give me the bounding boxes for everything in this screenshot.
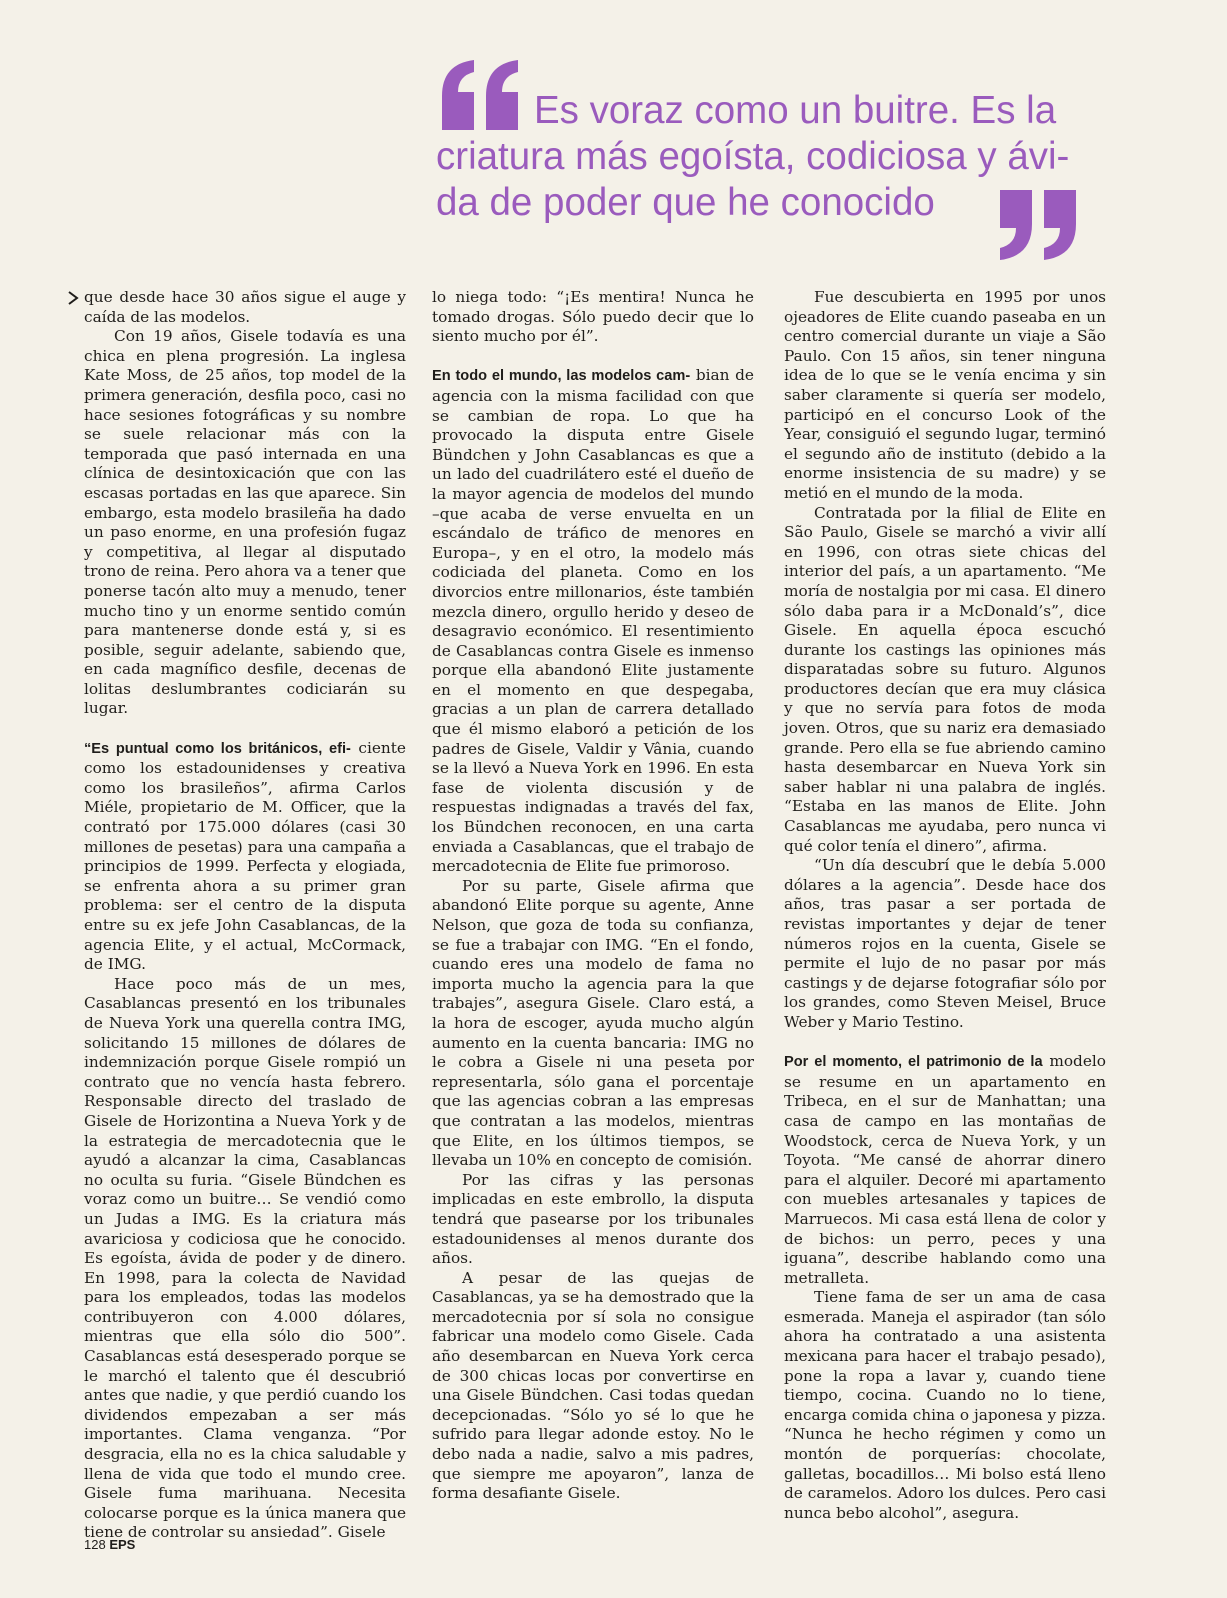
pull-quote — [436, 58, 1126, 268]
pull-quote-line-1: Es voraz como un buitre. Es la — [534, 89, 1057, 132]
opening-quote-mark-icon — [436, 58, 526, 132]
paragraph: Hace poco más de un mes, Casablancas presentó en los tribunales de Nueva York una querella contra IMG, solicitando 15 millones de dólares de indemnización porque Gisele rompió un contrato que no vencía hasta febrero. Responsable directo del traslado de Gisele de Horizontina a Nueva York y de la estrategia de mercadotecnia que le ayudó a alcanzar la cima, Casablancas no oculta su furia. “Gisele Bündchen es voraz como un buitre… Se vendió como un Judas a IMG. Es la criatura más avariciosa y codiciosa que he conocido. Es egoísta, ávida de poder y de dinero. En 1998, para la colecta de Navidad para los empleados, todas las modelos contribuyeron con 4.000 dólares, mientras que ella sólo dio 500”. Casablancas está desesperado porque se le marchó el talento que él descubrió antes que nadie, y que perdió cuando los dividendos empezaban a ser más importantes. Clama venganza. “Por desgracia, ella no es la chica saludable y llena de vida que todo el mundo cree. Gisele fuma marihuana. Necesita colocarse porque es la única manera que tiene de controlar su ansiedad”. Gisele — [84, 974, 406, 1542]
paragraph: Fue descubierta en 1995 por unos ojeadores de Elite cuando paseaba en un centro comercial durante un viaje a São Paulo. Con 15 años, sin tener ninguna idea de lo que se le venía encima y sin saber claramente si quería ser modelo, participó en el concurso Look of the Year, consiguió el segundo lugar, terminó el segundo año de instituto (debido a la enorme insistencia de su madre) y se metió en el mundo de la moda. — [784, 288, 1106, 502]
page-folio — [84, 1537, 135, 1552]
paragraph: Por su parte, Gisele afirma que abandonó Elite porque su agente, Anne Nelson, que goza de toda su confianza, se fue a trabajar con IMG. “En el fondo, cuando eres una modelo de fama no importa mucho la agencia para la que trabajes”, asegura Gisele. Claro está, a la hora de escoger, ayuda mucho algún aumento en la cuenta bancaria: IMG no le cobra a Gisele ni una peseta por representarla, sólo gana el porcentaje que las agencias cobran a las empresas que contratan a las modelos, mientras que Elite, en los últimos tiempos, se llevaba un 10% en concepto de comisión. — [432, 876, 754, 1170]
paragraph: Tiene fama de ser un ama de casa esmerada. Maneja el aspirador (tan sólo ahora ha contratado a una asistenta mexicana para hacer el trabajo pesado), pone la ropa a lavar y, cuando tiene tiempo, cocina. Cuando no lo tiene, encarga comida china o japonesa y pizza. “Nunca he hecho régimen y como un montón de porquerías: chocolate, galletas, bocadillos… Mi bolso está lleno de caramelos. Adoro los dulces. Pero casi nunca bebo alcohol”, asegura. — [784, 1288, 1106, 1522]
paragraph: lo niega todo: “¡Es mentira! Nunca he tomado drogas. Sólo puedo decir que lo siento mucho por él”. — [432, 288, 754, 346]
lead-in: Por el momento, el patrimonio de la — [784, 1054, 1043, 1071]
article-column-2 — [432, 288, 754, 1504]
paragraph — [432, 366, 754, 876]
paragraph: Con 19 años, Gisele todavía es una chica en plena progresión. La inglesa Kate Moss, de 25 años, top model de la primera generación, desfila poco, casi no hace sesiones fotográficas y su nombre se suele relacionar más con la temporada que pasó internada en una clínica de desintoxicación que con las escasas portadas en las que aparece. Sin embargo, esta modelo brasileña ha dado un paso enorme, en una profesión fugaz y competitiva, al llegar al disputado trono de reina. Pero ahora va a tener que ponerse tacón alto muy a menudo, tener mucho tino y un enorme sentido común para mantenerse donde está y, si es posible, seguir adelante, sabiendo que, en cada magnífico desfile, decenas de lolitas deslumbrantes codiciarán su lugar. — [84, 327, 406, 718]
closing-quote-mark-icon — [992, 188, 1082, 262]
paragraph-body: ciente como los estadounidenses y creativa como los brasileños”, afirma Carlos Miéle, propietario de M. Officer, que la contrató por 175.000 dólares (casi 30 millones de pesetas) para una campaña a principios de 1999. Perfecta y elogiada, se enfrenta ahora a su primer gran problema: ser el centro de la disputa entre su ex jefe John Casablancas, de la agencia Elite, y el actual, McCormack, de IMG. — [84, 738, 406, 974]
paragraph-body: bian de agencia con la misma facilidad con que se cambian de ropa. Lo que ha provocado la disputa entre Gisele Bündchen y John Casablancas es que a un lado del cuadrilátero esté el dueño de la mayor agencia de modelos del mundo –que acaba de verse envuelta en un escándalo de tráfico de menores en Europa–, y en el otro, la modelo más codiciada del planeta. Como en los divorcios entre millonarios, éste también mezcla dinero, orgullo herido y deseo de desagravio económico. El resentimiento de Casablancas contra Gisele es inmenso porque ella abandonó Elite justamente en el momento en que despegaba, gracias a un plan de carrera detallado que él mismo elaboró a petición de los padres de Gisele, Valdir y Vânia, cuando se la llevó a Nueva York en 1996. En esta fase de violenta discusión y de respuestas indignadas a través del fax, los Bündchen reconocen, en una carta enviada a Casablancas, que el trabajo de mercadotecnia de Elite fue primoroso. — [432, 366, 754, 876]
paragraph: A pesar de las quejas de Casablancas, ya se ha demostrado que la mercadotecnia por sí sola no consigue fabricar una modelo como Gisele. Cada año desembarcan en Nueva York cerca de 300 chicas locas por convertirse en una Gisele Bündchen. Casi todas quedan decepcionadas. “Sólo yo sé lo que he sufrido para llegar adonde estoy. No le debo nada a nadie, salvo a mis padres, que siempre me apoyaron”, lanza de forma desafiante Gisele. — [432, 1268, 754, 1503]
chevron-right-icon — [66, 290, 80, 306]
paragraph: Contratada por la filial de Elite en São Paulo, Gisele se marchó a vivir allí en 1996, con otras siete chicas del interior del país, a un apartamento. “Me moría de nostalgia por mi casa. El dinero sólo daba para ir a McDonald’s”, dice Gisele. En aquella época escuchó durante los castings las opiniones más disparatadas sobre su futuro. Algunos productores decían que era muy clásica y que no servía para fotos de moda joven. Otros, que su nariz era demasiado grande. Pero ella se fue abriendo camino hasta desembarcar en Nueva York sin saber hablar ni una palabra de inglés. “Estaba en las manos de Elite. John Casablancas me ayudaba, pero nunca vi qué color tenía el dinero”, afirma. — [784, 503, 1106, 855]
article-column-3 — [784, 288, 1106, 1523]
paragraph: Por las cifras y las personas implicadas en este embrollo, la disputa tendrá que pasearse por los tribunales estadounidenses al menos durante dos años. — [432, 1170, 754, 1268]
lead-in: “Es puntual como los británicos, efi- — [84, 740, 351, 757]
lead-in: En todo el mundo, las modelos cam- — [432, 368, 691, 385]
paragraph — [784, 1052, 1106, 1288]
section-name: EPS — [109, 1537, 136, 1552]
paragraph: “Un día descubrí que le debía 5.000 dólares a la agencia”. Desde hace dos años, tras pasar a ser portada de revistas importantes y dejar de tener números rojos en la cuenta, Gisele se permite el lujo de no pasar por más castings y de dejarse fotografiar sólo por los grandes, como Steven Meisel, Bruce Weber y Mario Testino. — [784, 856, 1106, 1031]
article-column-1 — [84, 288, 406, 1543]
paragraph — [84, 739, 406, 975]
pull-quote-line-3: da de poder que he conocido — [436, 181, 935, 224]
paragraph: que desde hace 30 años sigue el auge y caída de las modelos. — [84, 288, 406, 326]
page-number: 128 — [84, 1537, 106, 1552]
pull-quote-line-2: criatura más egoísta, codiciosa y ávi- — [436, 135, 1070, 178]
paragraph-body: modelo se resume en un apartamento en Tribeca, en el sur de Manhattan; una casa de campo en las montañas de Woodstock, cerca de Nueva York, y un Toyota. “Me cansé de ahorrar dinero para el alquiler. Decoré mi apartamento con muebles artesanales y tapices de Marruecos. Mi casa está llena de color y de bichos: un perro, peces y una iguana”, describe hablando como una metralleta. — [784, 1052, 1106, 1287]
